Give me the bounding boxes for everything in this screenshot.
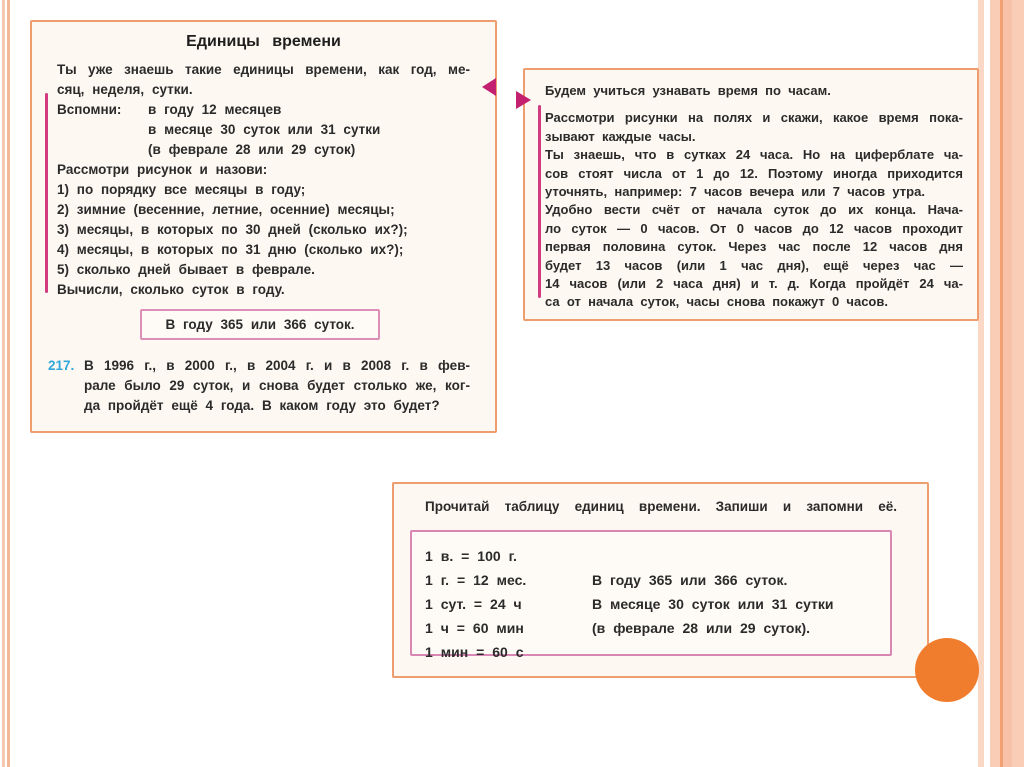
list-item: 1) по порядку все месяцы в году; (57, 182, 306, 197)
paragraph-line: са от начала суток, часы снова покажут 0 часов. (545, 294, 888, 310)
unit-equality: 1 ч = 60 мин (425, 620, 524, 636)
paragraph-c (545, 201, 963, 311)
task-text (84, 356, 470, 416)
vspomni-line: в месяце 30 суток или 31 сутки (148, 122, 381, 137)
left-edge-stripes (0, 0, 12, 767)
paragraph-line: Удобно вести счёт от начала суток до их конца. Нача- (545, 202, 963, 218)
units-table-box (410, 530, 892, 660)
intro-paragraph (57, 60, 470, 100)
paragraph-a (545, 109, 963, 146)
list-item: 5) сколько дней бывает в феврале. (57, 262, 315, 277)
paragraph-line: Ты уже знаешь такие единицы времени, как год, ме- (57, 62, 470, 77)
rule-box-days-in-year: В году 365 или 366 суток. (140, 309, 380, 340)
task-line: да пройдёт ещё 4 года. В каком году это будет? (84, 398, 440, 413)
task-number: 217. (48, 358, 75, 373)
paragraph-line: будет 13 часов (или 1 час дня), ещё через час — (545, 257, 963, 273)
paragraph-line: сяц, неделя, сутки. (57, 82, 193, 97)
note-line: В году 365 или 366 суток. (592, 572, 788, 588)
numbered-list (57, 180, 470, 280)
panel-clock-time (523, 68, 979, 321)
paragraph-line: зывают каждые часы. (545, 128, 696, 144)
paragraph-line: Ты знаешь, что в сутках 24 часа. Но на циферблате ча- (545, 147, 963, 163)
paragraph-line: сов стоят числа от 1 до 12. Поэтому иногда приходится (545, 165, 963, 181)
decorative-orange-circle (915, 638, 979, 702)
arrow-right-icon (516, 91, 531, 109)
list-item: 3) месяцы, в которых по 30 дней (сколько их?); (57, 222, 408, 237)
table-instruction: Прочитай таблицу единиц времени. Запиши и запомни её. (425, 499, 897, 514)
vspomni-block (57, 100, 470, 160)
panel-units-table (392, 482, 929, 678)
paragraph-line: уточнять, например: 7 часов вечера или 7 часов утра. (545, 184, 925, 200)
vspomni-line: (в феврале 28 или 29 суток) (148, 142, 356, 157)
vychisli-line: Вычисли, сколько суток в году. (57, 282, 285, 297)
note-line: В месяце 30 суток или 31 сутки (592, 596, 834, 612)
paragraph-line: первая половина суток. Через час после 12 часов дня (545, 239, 963, 255)
vspomni-lines (148, 100, 380, 160)
paragraph-line: ло суток — 0 часов. От 0 часов до 12 часов проходит (545, 220, 963, 236)
note-line: (в феврале 28 или 29 суток). (592, 620, 811, 636)
unit-equality: 1 г. = 12 мес. (425, 572, 527, 588)
paragraph-b (545, 146, 963, 201)
list-item: 4) месяцы, в которых по 31 дню (сколько их?); (57, 242, 404, 257)
task-line: рале было 29 суток, и снова будет столько же, ког- (84, 378, 470, 393)
list-item: 2) зимние (весенние, летние, осенние) месяцы; (57, 202, 395, 217)
right-edge-stripes (978, 0, 1024, 767)
margin-accent-bar (45, 93, 48, 293)
vspomni-line: в году 12 месяцев (148, 102, 282, 117)
task-line: В 1996 г., в 2000 г., в 2004 г. и в 2008 г. в фев- (84, 358, 470, 373)
vspomni-label: Вспомни: (57, 102, 122, 117)
page-title: Единицы времени (186, 33, 341, 50)
paragraph-line: Рассмотри рисунки на полях и скажи, какое время пока- (545, 110, 963, 126)
panel-time-units (30, 20, 497, 433)
paragraph-line: 14 часов (или 2 часа дня) и т. д. Когда пройдёт 24 ча- (545, 276, 963, 292)
units-column (425, 544, 592, 660)
margin-accent-bar (538, 105, 541, 298)
intro-line: Будем учиться узнавать время по часам. (545, 83, 831, 98)
unit-equality: 1 мин = 60 с (425, 644, 524, 660)
unit-equality: 1 в. = 100 г. (425, 548, 517, 564)
unit-equality: 1 сут. = 24 ч (425, 596, 522, 612)
task-217 (48, 356, 470, 416)
notes-column (592, 568, 890, 654)
rassmotri-line: Рассмотри рисунок и назови: (57, 162, 268, 177)
arrow-left-icon (482, 78, 496, 96)
